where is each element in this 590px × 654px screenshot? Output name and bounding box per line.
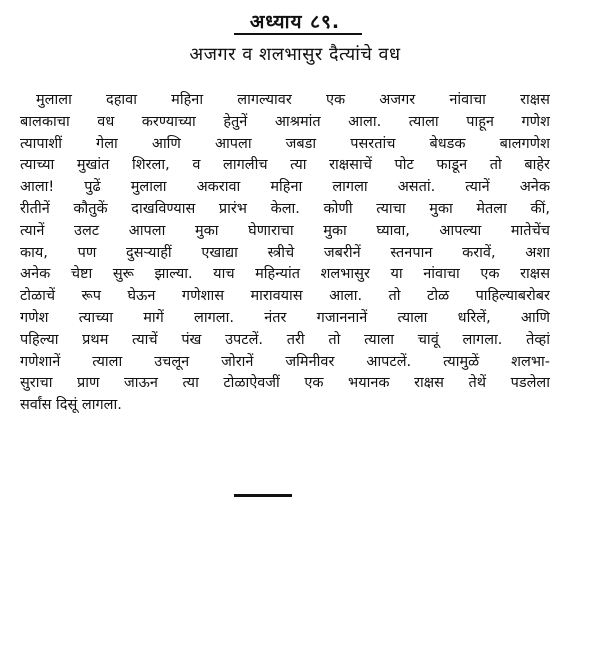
body-line: टोळाचें रूप घेऊन गणेशास मारावयास आला. तो टोळ पाहिल्याबरोबर — [20, 288, 550, 305]
body-line: पहिल्या प्रथम त्याचें पंख उपटलें. तरी तो त्याला चावूं लागला. तेव्हां — [20, 331, 550, 348]
body-line: गणेशानें त्याला उचलून जोरानें जमिनीवर आपटलें. त्यामुळें शलभा- — [20, 353, 550, 370]
body-line: त्याच्या मुखांत शिरला, व लागलीच त्या राक्षसाचें पोट फाडून तो बाहेर — [20, 157, 550, 174]
chapter-body — [20, 90, 550, 417]
body-line: रीतीनें कौतुकें दाखविण्यास प्रारंभ केला. कोणी त्याचा मुका मेतला कीं, — [20, 200, 550, 217]
end-of-chapter-rule — [234, 494, 292, 497]
body-line: त्यापाशीं गेला आणि आपला जबडा पसरतांच बेधडक बालगणेश — [20, 135, 550, 152]
heading-underline — [234, 33, 362, 35]
body-line: सुराचा प्राण जाऊन त्या टोळाऐवजीं एक भयानक राक्षस तेथें पडलेला — [20, 375, 550, 392]
chapter-heading: अध्याय ८९. — [249, 11, 341, 33]
body-line: अनेक चेष्टा सुरू झाल्या. याच महिन्यांत शलभासुर या नांवाचा एक राक्षस — [20, 266, 550, 283]
body-line: सर्वांस दिसूं लागला. — [20, 397, 122, 414]
body-line: गणेश त्याच्या मागें लागला. नंतर गजाननानें त्याला धरिलें, आणि — [20, 309, 550, 326]
body-line: काय, पण दुसऱ्याहीं एखाद्या स्त्रीचे जबरीनें स्तनपान करावें, अशा — [20, 244, 550, 261]
body-line: त्यानें उलट आपला मुका घेणाराचा मुका घ्यावा, आपल्या मातेचेंच — [20, 222, 550, 239]
body-line: मुलाला दहावा महिना लागल्यावर एक अजगर नांवाचा राक्षस — [36, 92, 550, 108]
body-line: बालकाचा वध करण्याच्या हेतुनें आश्रमांत आला. त्याला पाहून गणेश — [20, 113, 550, 130]
body-line: आला! पुढें मुलाला अकरावा महिना लागला असतां. त्यानें अनेक — [20, 179, 550, 196]
chapter-subtitle: अजगर व शलभासुर दैत्यांचे वध — [189, 44, 401, 65]
